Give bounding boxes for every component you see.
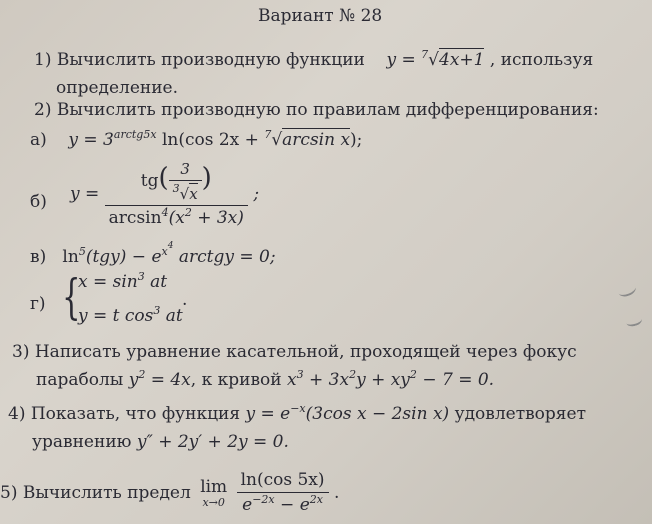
task-2b-numerator: tg( $\frac{3}{^3√x}$ ) — [105, 160, 248, 206]
task-2b-den-end: + 3x) — [191, 208, 244, 228]
task-5-lim-sub: x→0 — [202, 495, 225, 509]
task-1-line2: определение. — [56, 78, 179, 98]
task-4-number: 4) — [8, 404, 26, 424]
task-2b-inner-root-index: 3 — [172, 182, 180, 195]
task-5-text: Вычислить предел — [22, 482, 191, 503]
task-5-den-e1: e — [242, 495, 253, 515]
task-2a-end: ); — [350, 130, 363, 150]
task-2g-line2-exp: 3 — [153, 304, 161, 317]
task-5-fraction — [237, 470, 329, 515]
task-2a-formula: $y = 3^{arctg5x}$ ln(cos 2x + $^7$√arcsin x); — [68, 128, 363, 150]
pencil-mark-2 — [625, 314, 643, 328]
task-2g-label-line — [30, 294, 46, 314]
task-2v-formula — [62, 241, 276, 267]
task-1-root-index: 7 — [421, 48, 429, 61]
task-3-text: Написать уравнение касательной, проходящей через фокус — [34, 342, 577, 362]
task-5-lim — [200, 477, 227, 509]
task-3-line2 — [36, 370, 494, 390]
task-2g-end: . — [182, 290, 188, 310]
task-2v-e-exp2: 4 — [167, 241, 174, 251]
task-2b-tg: tg — [140, 171, 159, 191]
variant-title: Вариант № 28 — [258, 6, 383, 26]
task-2a-label: а) — [30, 130, 47, 150]
task-4-tail: удовлетворяет — [449, 404, 586, 424]
task-2b-denominator — [105, 206, 248, 228]
task-5-denominator — [237, 493, 329, 515]
task-4-text: Показать, что функция — [30, 404, 241, 424]
task-5-lim-word: lim — [200, 476, 228, 497]
task-2v — [30, 241, 276, 267]
task-2b-den-mid: (x — [168, 208, 185, 228]
task-2g-line1-end: at — [144, 272, 168, 292]
task-1-text: Вычислить производную функции — [56, 50, 365, 70]
task-2g-brace: { — [62, 269, 81, 325]
task-2b-label-line — [30, 192, 47, 212]
task-2b-end: ; — [253, 184, 260, 204]
task-4 — [8, 404, 586, 424]
task-4-fn-exp: −x — [290, 402, 306, 415]
task-4-fn-start: y = e — [245, 404, 291, 424]
task-3-curve — [287, 370, 494, 390]
task-5-end: . — [333, 482, 340, 503]
task-2g-line2-start: y = t cos — [78, 306, 154, 326]
task-2-text: Вычислить производную по правилам дифференцирования: — [56, 100, 599, 120]
task-2v-ln-exp: 5 — [78, 245, 86, 258]
task-3-mid: , к кривой — [190, 370, 282, 390]
task-2v-ln: ln — [62, 247, 79, 267]
task-1 — [34, 48, 593, 70]
task-2b-fraction — [105, 160, 248, 228]
task-5-numerator: ln(cos 5x) — [237, 470, 329, 493]
task-4-eq-word: уравнению — [32, 432, 132, 452]
pencil-mark-1 — [616, 281, 637, 298]
task-1-tail: , используя — [489, 50, 594, 70]
task-2-number: 2) — [34, 100, 52, 120]
task-2g-line2 — [78, 306, 183, 326]
task-2g-line1-exp: 3 — [137, 270, 145, 283]
task-3-curve-x-exp: 3 — [296, 368, 304, 381]
task-3-parabola-word: параболы — [36, 370, 124, 390]
task-1-number: 1) — [34, 50, 52, 70]
task-3 — [12, 342, 577, 362]
task-3-curve-b: + 3x — [303, 370, 350, 390]
task-2v-label: в) — [30, 247, 47, 267]
task-2g-line1 — [78, 272, 167, 292]
task-3-curve-b-exp: 2 — [349, 368, 357, 381]
task-2b-inner-den: $^3$√x — [172, 182, 198, 203]
task-1-radicand: 4x+1 — [439, 50, 485, 70]
task-2b-inner-num: 3 — [169, 160, 202, 181]
task-2v-end: arctgy = 0; — [173, 247, 276, 267]
task-2b-lhs: y = — [70, 184, 100, 204]
task-2a-start: y = 3 — [68, 130, 114, 150]
task-3-curve-x: x — [287, 370, 297, 390]
task-3-number: 3) — [12, 342, 30, 362]
task-2b-den-start: arcsin — [108, 208, 162, 228]
task-2a-exp: arctg5x — [113, 128, 157, 141]
task-5-den-e2-exp: 2x — [309, 493, 323, 506]
task-2g-line1-start: x = sin — [78, 272, 138, 292]
task-5-den-e1-exp: −2x — [252, 493, 275, 506]
task-5-den-mid: − e — [274, 495, 310, 515]
task-3-parabola — [129, 370, 191, 390]
task-2v-mid: (tgy) − e — [85, 247, 162, 267]
task-2b-den-exp: 4 — [161, 206, 169, 219]
task-2v-e-exp: x — [161, 245, 168, 258]
task-2a — [30, 128, 362, 150]
task-2a-root-index: 7 — [264, 128, 272, 141]
task-2 — [34, 100, 599, 120]
task-1-formula: y = $^7$√4x+1 — [386, 48, 485, 70]
task-2b-den-sq: 2 — [184, 206, 192, 219]
task-3-curve-c: y + xy — [356, 370, 410, 390]
task-2g-label: г) — [30, 294, 46, 314]
task-1-lhs: y = — [386, 50, 422, 70]
task-3-parabola-exp: 2 — [138, 368, 146, 381]
task-2b-inner-radicand: x — [189, 185, 198, 203]
task-5 — [0, 470, 339, 515]
task-4-line2 — [32, 432, 289, 452]
task-2a-radicand: arcsin x — [282, 130, 351, 150]
task-2g-line2-end: at — [160, 306, 183, 326]
task-2b-inner-fraction — [169, 160, 202, 203]
task-3-parabola-end: = 4x — [145, 370, 191, 390]
task-3-curve-c-exp: 2 — [409, 368, 417, 381]
task-3-parabola-y: y — [128, 370, 139, 390]
task-2b-formula — [70, 160, 259, 228]
task-4-fn-end: (3cos x − 2sin x) — [305, 404, 450, 424]
task-4-eq: y″ + 2y′ + 2y = 0. — [136, 432, 289, 452]
task-4-function — [246, 404, 450, 424]
task-3-curve-end: − 7 = 0. — [416, 370, 495, 390]
task-5-number: 5) — [0, 482, 18, 503]
task-2a-mid: ln(cos 2x + — [156, 130, 265, 150]
task-2b-label: б) — [30, 192, 47, 212]
